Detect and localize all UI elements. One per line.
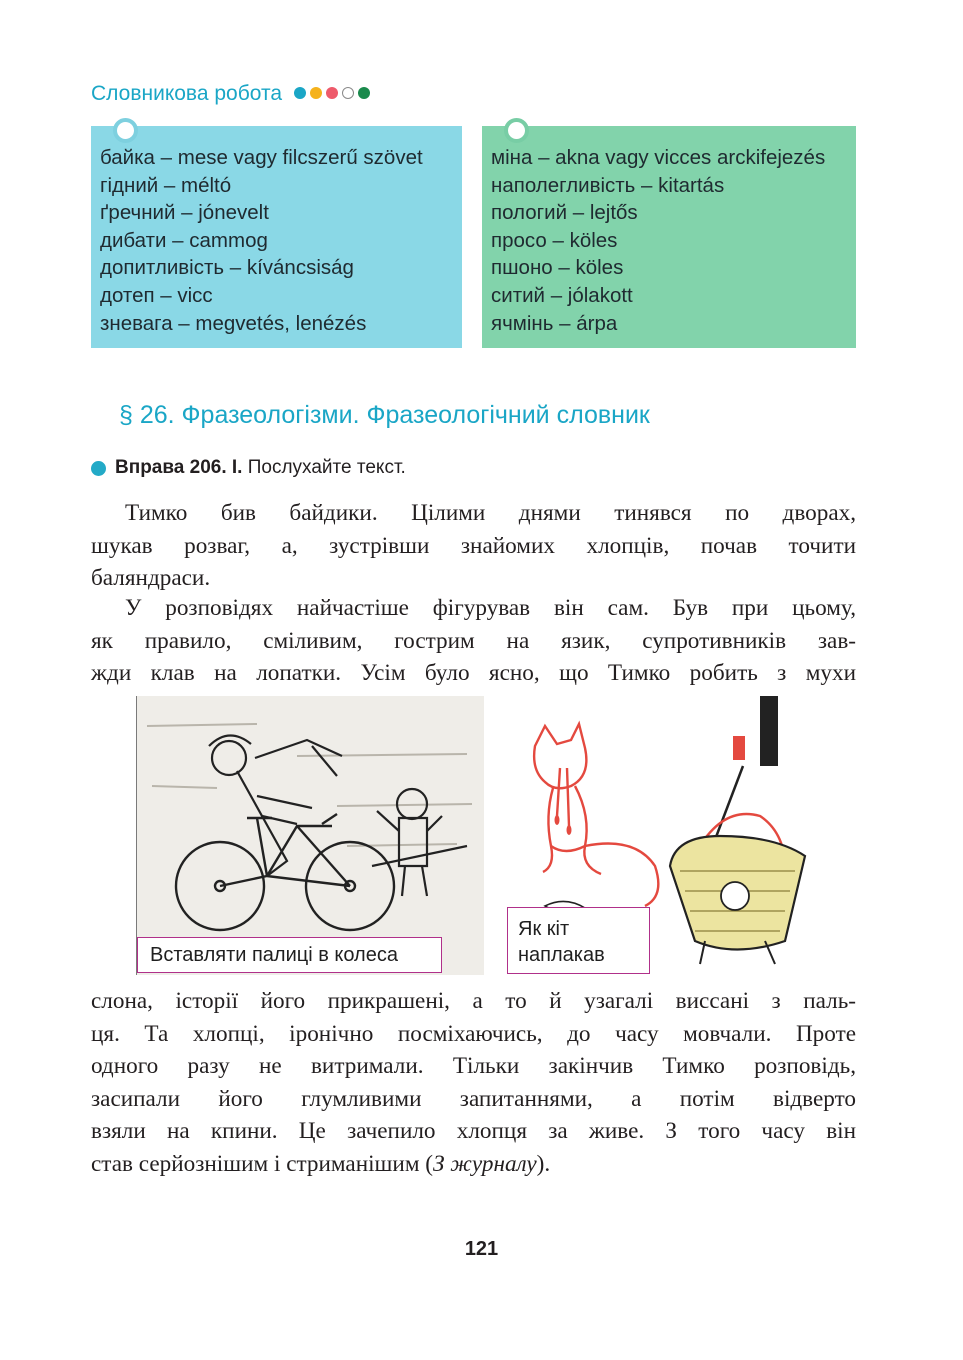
vocabulary-item: наполегливість – kitartás (491, 173, 725, 197)
page-number: 121 (464, 1238, 499, 1260)
vocabulary-card-right (482, 126, 856, 348)
exercise-roman: I. (231, 457, 243, 478)
vocabulary-item: міна – akna vagy vicces arckifejezés (491, 146, 826, 169)
scalloped-edge (482, 344, 856, 352)
text-fragment: ). (536, 1150, 551, 1177)
caption-bicycle: Вставляти палиці в колеса (137, 937, 442, 973)
scalloped-edge (91, 344, 462, 352)
paragraph-3 (91, 985, 856, 1180)
vocabulary-item: пологий – lejtős (491, 201, 638, 225)
paragraph-2 (91, 592, 856, 690)
vocabulary-item: зневага – megvetés, lenézés (100, 311, 367, 335)
dot-3 (326, 87, 338, 99)
vocabulary-item: ґречний – jónevelt (100, 201, 269, 225)
vocabulary-heading-text: Словникова робота (91, 82, 283, 105)
text-line: ця. Та хлопці, іронічно посміхаючись, до часу мовчали. Проте (91, 1020, 856, 1047)
vocabulary-item: гідний – méltó (100, 173, 232, 197)
section-title: § 26. Фразеологізми. Фразеологічний словник (119, 401, 650, 429)
vocabulary-item: ячмінь – árpa (491, 311, 618, 335)
illustration-bicycle (136, 696, 484, 975)
difficulty-dots (294, 87, 370, 99)
text-line: одного разу не витримали. Тільки закінчив Тимко розповідь, (91, 1053, 856, 1079)
vocabulary-list-right (482, 126, 856, 337)
text-line: як правило, сміливим, гострим на язик, супротивників зав- (91, 627, 856, 654)
vocabulary-item: дибати – cammog (100, 228, 268, 252)
vocabulary-item: пшоно – köles (491, 256, 624, 280)
vocabulary-item: ситий – jólakott (491, 283, 633, 307)
vocabulary-item: дотеп – vicc (100, 283, 213, 307)
vocabulary-item: просо – köles (491, 228, 618, 252)
source-citation: З журналу (433, 1150, 537, 1177)
caption-cat-line-2: наплакав (518, 944, 605, 966)
text-line-last (91, 1148, 856, 1181)
text-line: У розповідях найчастіше фігурував він сам. Був при цьому, (125, 595, 856, 621)
text-line: засипали його глумливими запитаннями, а потім відверто (91, 1085, 856, 1112)
text-line: взяли на кпини. Це зачепило хлопця за живе. З того часу він (91, 1118, 856, 1144)
exercise-instruction: Послухайте текст. (247, 457, 406, 478)
dot-1 (294, 87, 306, 99)
dot-4 (342, 87, 354, 99)
dot-2 (310, 87, 322, 99)
vocabulary-item: допитливість – kíváncsiság (100, 256, 354, 280)
text-line: Тимко бив байдики. Цілими днями тинявся по дворах, (125, 500, 856, 526)
text-fragment: став серйознішим і стриманішим ( (91, 1150, 434, 1177)
paragraph-1 (91, 497, 856, 595)
dot-5 (358, 87, 370, 99)
text-line: жди клав на лопатки. Усім було ясно, що Тимко робить з мухи (91, 660, 856, 686)
ring-icon (113, 118, 138, 143)
exercise-label: Вправа 206. (115, 457, 227, 478)
caption-cat-line-1: Як кіт (518, 918, 570, 940)
caption-cat (507, 907, 650, 974)
text-line: слона, історії його прикрашені, а то й узагалі виссані з паль- (91, 988, 856, 1014)
vocabulary-list-left (91, 126, 462, 337)
text-line: баляндраси. (91, 565, 211, 591)
exercise-bullet-icon (91, 461, 106, 476)
vocabulary-heading (91, 82, 370, 106)
vocabulary-item: байка – mese vagy filcszerű szövet (100, 146, 423, 169)
ring-icon (504, 118, 529, 143)
vocabulary-card-left (91, 126, 462, 348)
bicycle-drawing-icon (137, 696, 484, 975)
text-line: шукав розваг, а, зустрівши знайомих хлопців, почав точити (91, 532, 856, 559)
exercise-header (91, 457, 406, 479)
